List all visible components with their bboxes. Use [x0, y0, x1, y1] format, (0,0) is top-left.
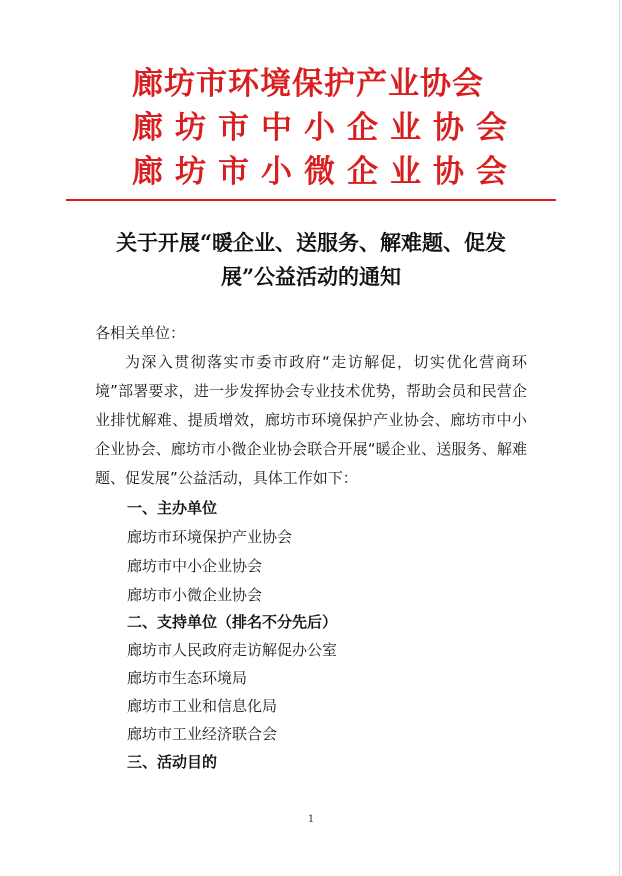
supporter-item: 廊坊市工业经济联合会	[127, 725, 278, 743]
letterhead-org-micro: 廊坊市小微企业协会	[132, 154, 519, 190]
salutation: 各相关单位：	[95, 324, 186, 342]
page-edge-line	[619, 0, 620, 876]
letterhead-divider	[66, 199, 556, 201]
letterhead-org-sme: 廊坊市中小企业协会	[132, 110, 519, 146]
document-title-line-1: 关于开展“暖企业、送服务、解难题、促发	[115, 230, 507, 255]
organizer-item: 廊坊市中小企业协会	[127, 557, 263, 575]
organizer-item: 廊坊市小微企业协会	[127, 586, 263, 604]
document-title-line-2: 展”公益活动的通知	[220, 264, 402, 289]
section-heading-purpose: 三、活动目的	[127, 753, 218, 771]
page-number: 1	[307, 814, 315, 825]
organizer-item: 廊坊市环境保护产业协会	[127, 528, 293, 546]
section-heading-supporters: 二、支持单位（排名不分先后）	[127, 613, 338, 631]
supporter-item: 廊坊市生态环境局	[127, 669, 248, 687]
letterhead-org-environment: 廊坊市环境保护产业协会	[132, 66, 484, 102]
document-title	[60, 226, 562, 294]
supporter-item: 廊坊市人民政府走访解促办公室	[127, 641, 338, 659]
intro-paragraph: 为深入贯彻落实市委市政府“走访解促，切实优化营商环境”部署要求，进一步发挥协会专业技术优势，帮助会员和民营企业排忧解难、提质增效，廊坊市环境保护产业协会、廊坊市中小企业协会、廊坊市小微企业协会联合开展“暖企业、送服务、解难题、促发展”公益活动，具体工作如下：	[95, 353, 527, 487]
section-heading-organizers: 一、主办单位	[127, 499, 218, 517]
supporter-item: 廊坊市工业和信息化局	[127, 697, 278, 715]
